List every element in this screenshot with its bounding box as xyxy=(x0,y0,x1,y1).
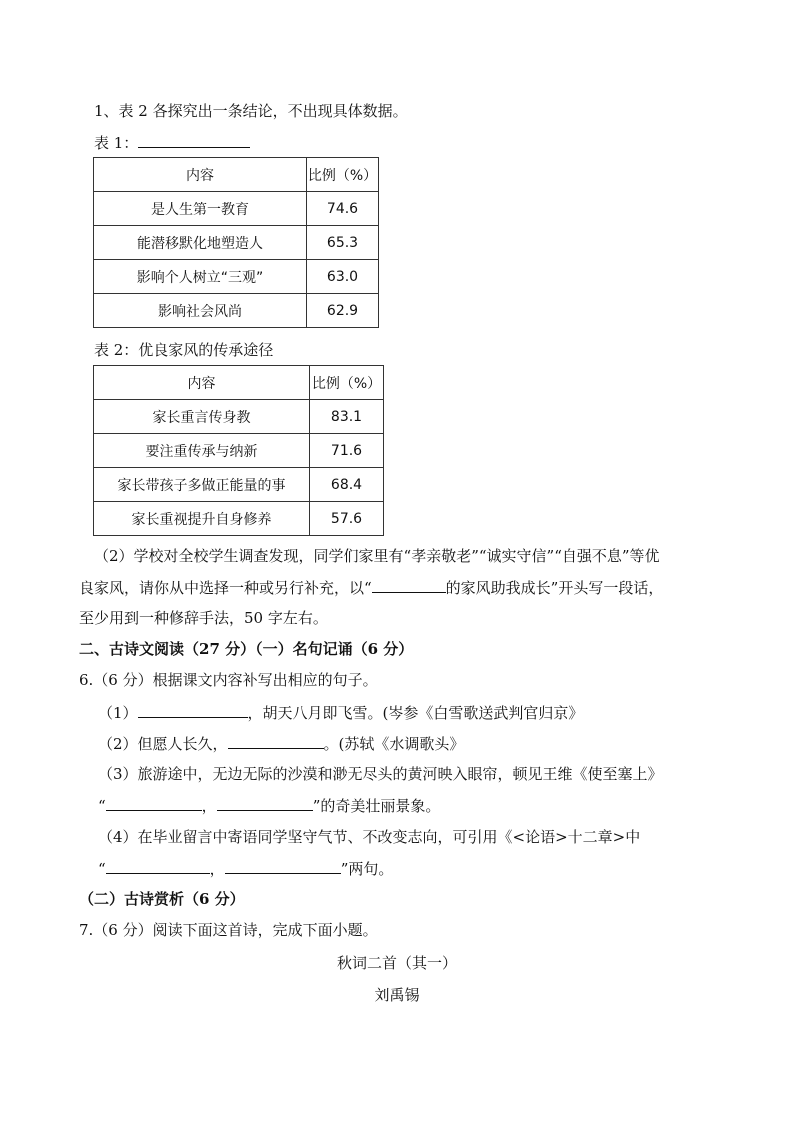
item-2-text-a: （2）但愿人长久， xyxy=(98,735,228,753)
poem-author: 刘禹锡 xyxy=(374,986,420,1004)
table-cell: 65.3 xyxy=(307,226,379,260)
table-cell: 57.6 xyxy=(310,502,384,536)
table-2-header-content: 内容 xyxy=(94,366,310,400)
question-6-item-4-line-1: （4）在毕业留言中寄语同学坚守气节、不改变志向，可引用《<论语>十二章>中 xyxy=(98,828,641,846)
table-row xyxy=(94,260,379,294)
question-2-text-a: 良家风，请你从中选择一种或另行补充，以“ xyxy=(79,579,372,597)
item-1-number: （1） xyxy=(98,704,138,722)
item-1-text: ，胡天八月即飞雪。(岑参《白雪歌送武判官归京》 xyxy=(247,704,584,722)
table-1-header-content: 内容 xyxy=(94,158,307,192)
item-3-blank-2[interactable] xyxy=(217,795,313,811)
item-4-close-text: ”两句。 xyxy=(340,860,394,878)
table-row xyxy=(94,502,384,536)
table-cell: 家长重视提升自身修养 xyxy=(94,502,310,536)
table-1-title-blank xyxy=(138,132,250,148)
table-1-label-text: 表 1： xyxy=(94,134,139,152)
question-1-intro: 1、表 2 各探究出一条结论，不出现具体数据。 xyxy=(94,102,408,120)
table-cell: 71.6 xyxy=(310,434,384,468)
table-2 xyxy=(93,365,384,536)
item-3-comma: ， xyxy=(201,797,217,815)
poetry-section-heading: （二）古诗赏析（6 分） xyxy=(79,890,245,908)
table-row xyxy=(94,468,384,502)
item-4-blank-2[interactable] xyxy=(225,858,341,874)
table-cell: 68.4 xyxy=(310,468,384,502)
question-6-item-4-line-2 xyxy=(98,858,393,879)
table-cell: 74.6 xyxy=(307,192,379,226)
poem-title: 秋词二首（其一） xyxy=(336,954,457,972)
item-4-comma: ， xyxy=(209,860,225,878)
section-2-heading: 二、古诗文阅读（27 分）（一）名句记诵（6 分） xyxy=(79,640,414,658)
table-2-label: 表 2：优良家风的传承途径 xyxy=(94,341,274,359)
table-2-header-ratio: 比例（%） xyxy=(310,366,384,400)
table-row xyxy=(94,434,384,468)
question-2-text-b: 的家风助我成长”开头写一段话， xyxy=(445,579,664,597)
question-2-line-3: 至少用到一种修辞手法，50 字左右。 xyxy=(79,609,328,627)
table-cell: 是人生第一教育 xyxy=(94,192,307,226)
question-6-item-3-line-1: （3）旅游途中，无边无际的沙漠和渺无尽头的黄河映入眼帘，顿见王维《使至塞上》 xyxy=(98,765,663,783)
table-cell: 影响社会风尚 xyxy=(94,294,307,328)
table-row xyxy=(94,226,379,260)
question-6-item-3-line-2 xyxy=(98,795,440,816)
question-2-line-1: （2）学校对全校学生调查发现，同学们家里有“孝亲敬老”“诚实守信”“自强不息”等优 xyxy=(94,547,660,565)
table-cell: 家长带孩子多做正能量的事 xyxy=(94,468,310,502)
question-6-item-2 xyxy=(98,733,464,754)
item-3-open-quote: “ xyxy=(98,797,106,815)
item-4-blank-1[interactable] xyxy=(106,858,210,874)
item-3-close-text: ”的奇美壮丽景象。 xyxy=(312,797,441,815)
table-cell: 要注重传承与纳新 xyxy=(94,434,310,468)
table-cell: 影响个人树立“三观” xyxy=(94,260,307,294)
table-cell: 62.9 xyxy=(307,294,379,328)
table-row xyxy=(94,294,379,328)
item-4-open-quote: “ xyxy=(98,860,106,878)
question-2-line-2 xyxy=(79,577,663,598)
table-row xyxy=(94,192,379,226)
question-2-answer-blank[interactable] xyxy=(372,577,446,593)
table-1-label xyxy=(94,132,250,153)
item-2-blank[interactable] xyxy=(228,733,324,749)
item-3-blank-1[interactable] xyxy=(106,795,202,811)
table-cell: 63.0 xyxy=(307,260,379,294)
table-1 xyxy=(93,157,379,328)
question-7-stem: 7.（6 分）阅读下面这首诗，完成下面小题。 xyxy=(79,921,378,939)
question-6-item-1 xyxy=(98,702,583,723)
table-row xyxy=(94,158,379,192)
table-row xyxy=(94,400,384,434)
table-cell: 83.1 xyxy=(310,400,384,434)
table-row xyxy=(94,366,384,400)
table-cell: 家长重言传身教 xyxy=(94,400,310,434)
item-1-blank[interactable] xyxy=(138,702,248,718)
table-cell: 能潜移默化地塑造人 xyxy=(94,226,307,260)
item-2-text-b: 。(苏轼《水调歌头》 xyxy=(323,735,465,753)
table-1-header-ratio: 比例（%） xyxy=(307,158,379,192)
question-6-stem: 6.（6 分）根据课文内容补写出相应的句子。 xyxy=(79,671,378,689)
